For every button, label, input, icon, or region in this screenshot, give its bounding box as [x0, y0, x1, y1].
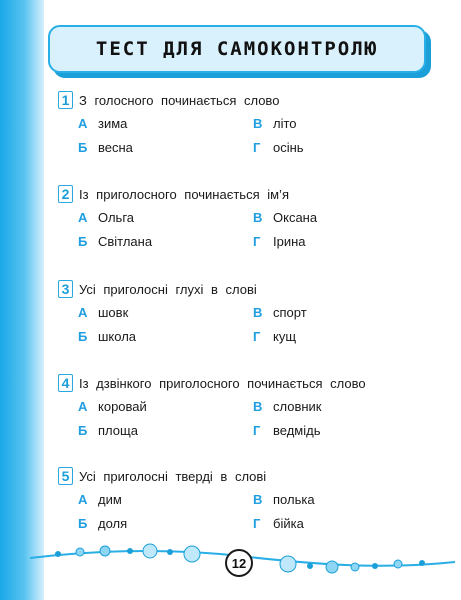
option-b[interactable]: [78, 516, 127, 531]
option-letter: Б: [78, 516, 88, 531]
option-b[interactable]: [78, 140, 133, 155]
option-letter: Г: [253, 329, 261, 344]
question-number: 2: [58, 185, 73, 203]
option-letter: Б: [78, 234, 88, 249]
question-3: [58, 279, 438, 359]
option-a[interactable]: [78, 399, 147, 414]
question-header: [58, 90, 438, 110]
option-letter: В: [253, 492, 263, 507]
option-letter: А: [78, 210, 88, 225]
option-v[interactable]: [253, 210, 317, 225]
option-text: Ольга: [98, 210, 135, 225]
title-banner: [48, 25, 426, 73]
question-5: [58, 466, 438, 546]
question-number: 1: [58, 91, 73, 109]
page-title: ТЕСТ ДЛЯ САМОКОНТРОЛЮ: [95, 38, 379, 60]
option-letter: Г: [253, 423, 261, 438]
option-text: полька: [273, 492, 315, 507]
option-letter: А: [78, 116, 88, 131]
question-4: [58, 373, 438, 453]
option-letter: В: [253, 399, 263, 414]
option-text: коровай: [98, 399, 147, 414]
option-text: площа: [98, 423, 138, 438]
option-text: кущ: [273, 329, 297, 344]
option-a[interactable]: [78, 305, 128, 320]
question-header: [58, 466, 438, 486]
option-text: ведмідь: [273, 423, 321, 438]
option-v[interactable]: [253, 116, 297, 131]
option-text: літо: [273, 116, 297, 131]
option-letter: В: [253, 116, 263, 131]
option-b[interactable]: [78, 423, 138, 438]
question-number: 3: [58, 280, 73, 298]
option-g[interactable]: [253, 234, 306, 249]
option-a[interactable]: [78, 210, 134, 225]
option-text: Світлана: [98, 234, 153, 249]
question-number: 5: [58, 467, 73, 485]
option-text: зима: [98, 116, 128, 131]
page-number: 12: [225, 549, 253, 577]
option-g[interactable]: [253, 140, 304, 155]
option-a[interactable]: [78, 116, 127, 131]
option-g[interactable]: [253, 516, 304, 531]
option-v[interactable]: [253, 492, 315, 507]
option-letter: В: [253, 210, 263, 225]
option-v[interactable]: [253, 305, 307, 320]
question-header: [58, 279, 438, 299]
option-b[interactable]: [78, 234, 152, 249]
option-text: Оксана: [273, 210, 318, 225]
option-b[interactable]: [78, 329, 136, 344]
option-g[interactable]: [253, 423, 320, 438]
answer-options: [58, 204, 438, 264]
question-2: [58, 184, 438, 264]
question-text: З голосного починається слово: [79, 92, 280, 108]
option-letter: Б: [78, 423, 88, 438]
option-letter: Г: [253, 516, 261, 531]
question-text: Із дзвінкого приголосного починається слово: [79, 375, 366, 391]
option-text: доля: [98, 516, 128, 531]
question-text: Із приголосного починається ім’я: [79, 186, 289, 202]
answer-options: [58, 299, 438, 359]
side-color-band: [0, 0, 44, 600]
option-text: спорт: [273, 305, 307, 320]
option-letter: Б: [78, 329, 88, 344]
option-text: школа: [98, 329, 137, 344]
option-v[interactable]: [253, 399, 322, 414]
option-letter: А: [78, 399, 88, 414]
option-letter: Г: [253, 234, 261, 249]
option-text: словник: [273, 399, 322, 414]
option-g[interactable]: [253, 329, 296, 344]
option-text: шовк: [98, 305, 129, 320]
option-letter: Г: [253, 140, 261, 155]
question-text: Усі приголосні тверді в слові: [79, 468, 267, 484]
option-letter: В: [253, 305, 263, 320]
question-text: Усі приголосні глухі в слові: [79, 281, 257, 297]
option-text: Ірина: [273, 234, 306, 249]
option-letter: А: [78, 305, 88, 320]
option-text: дим: [98, 492, 122, 507]
answer-options: [58, 393, 438, 453]
option-a[interactable]: [78, 492, 122, 507]
option-letter: А: [78, 492, 88, 507]
option-letter: Б: [78, 140, 88, 155]
question-header: [58, 373, 438, 393]
question-1: [58, 90, 438, 170]
option-text: осінь: [273, 140, 304, 155]
option-text: весна: [98, 140, 133, 155]
question-number: 4: [58, 374, 73, 392]
answer-options: [58, 110, 438, 170]
option-text: бійка: [273, 516, 304, 531]
question-header: [58, 184, 438, 204]
